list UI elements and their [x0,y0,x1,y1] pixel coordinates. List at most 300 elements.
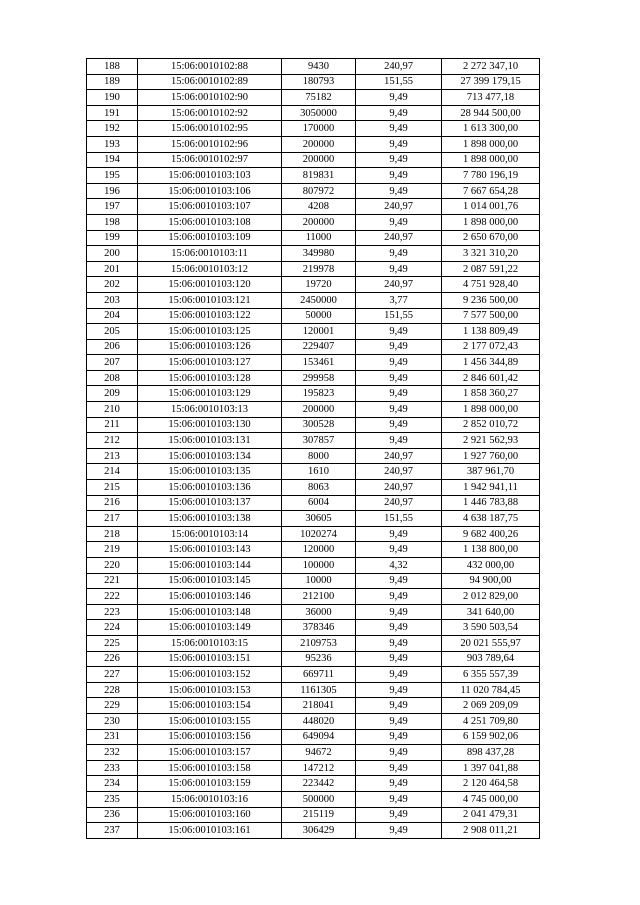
table-body [87,59,540,839]
cadastral-number-cell: 15:06:0010103:108 [138,214,282,230]
rate-cell: 9,49 [356,105,442,121]
rate-cell: 9,49 [356,183,442,199]
row-number-cell: 192 [87,121,138,137]
cadastral-number-cell: 15:06:0010103:107 [138,199,282,215]
row-number-cell: 219 [87,542,138,558]
area-cell: 200000 [282,152,356,168]
table-row [87,511,540,527]
rate-cell: 9,49 [356,698,442,714]
rate-cell: 151,55 [356,511,442,527]
cadastral-number-cell: 15:06:0010103:120 [138,277,282,293]
rate-cell: 9,49 [356,168,442,184]
cadastral-number-cell: 15:06:0010103:13 [138,402,282,418]
cadastral-number-cell: 15:06:0010102:95 [138,121,282,137]
table-row [87,292,540,308]
row-number-cell: 221 [87,573,138,589]
cadastral-number-cell: 15:06:0010103:138 [138,511,282,527]
rate-cell: 9,49 [356,433,442,449]
cadastral-number-cell: 15:06:0010103:148 [138,604,282,620]
cadastral-value-cell: 11 020 784,45 [442,682,540,698]
cadastral-number-cell: 15:06:0010102:96 [138,136,282,152]
rate-cell: 240,97 [356,230,442,246]
row-number-cell: 233 [87,760,138,776]
area-cell: 100000 [282,558,356,574]
table-row [87,448,540,464]
rate-cell: 9,49 [356,214,442,230]
cadastral-number-cell: 15:06:0010103:154 [138,698,282,714]
table-row [87,261,540,277]
table-row [87,214,540,230]
area-cell: 94672 [282,745,356,761]
cadastral-number-cell: 15:06:0010103:153 [138,682,282,698]
rate-cell: 151,55 [356,74,442,90]
row-number-cell: 234 [87,776,138,792]
rate-cell: 9,49 [356,791,442,807]
cadastral-value-cell: 341 640,00 [442,604,540,620]
cadastral-number-cell: 15:06:0010103:155 [138,713,282,729]
table-row [87,308,540,324]
rate-cell: 9,49 [356,402,442,418]
row-number-cell: 227 [87,667,138,683]
cadastral-value-cell: 1 456 344,89 [442,355,540,371]
row-number-cell: 208 [87,370,138,386]
area-cell: 807972 [282,183,356,199]
area-cell: 3050000 [282,105,356,121]
table-row [87,604,540,620]
row-number-cell: 201 [87,261,138,277]
table-row [87,277,540,293]
cadastral-number-cell: 15:06:0010103:103 [138,168,282,184]
row-number-cell: 226 [87,651,138,667]
table-row [87,417,540,433]
row-number-cell: 189 [87,74,138,90]
table-row [87,199,540,215]
rate-cell: 9,49 [356,355,442,371]
cadastral-value-cell: 432 000,00 [442,558,540,574]
rate-cell: 9,49 [356,760,442,776]
cadastral-number-cell: 15:06:0010103:152 [138,667,282,683]
area-cell: 448020 [282,713,356,729]
table-row [87,90,540,106]
row-number-cell: 218 [87,526,138,542]
rate-cell: 3,77 [356,292,442,308]
cadastral-number-cell: 15:06:0010103:121 [138,292,282,308]
area-cell: 147212 [282,760,356,776]
row-number-cell: 225 [87,635,138,651]
row-number-cell: 217 [87,511,138,527]
cadastral-value-cell: 2 272 347,10 [442,59,540,75]
cadastral-number-cell: 15:06:0010102:90 [138,90,282,106]
cadastral-value-cell: 94 900,00 [442,573,540,589]
cadastral-value-cell: 2 908 011,21 [442,823,540,839]
table-row [87,339,540,355]
cadastral-number-cell: 15:06:0010103:135 [138,464,282,480]
area-cell: 1610 [282,464,356,480]
rate-cell: 9,49 [356,261,442,277]
rate-cell: 9,49 [356,682,442,698]
cadastral-number-cell: 15:06:0010103:160 [138,807,282,823]
area-cell: 8000 [282,448,356,464]
cadastral-number-cell: 15:06:0010103:130 [138,417,282,433]
area-cell: 229407 [282,339,356,355]
cadastral-number-cell: 15:06:0010103:126 [138,339,282,355]
area-cell: 669711 [282,667,356,683]
table-row [87,59,540,75]
area-cell: 215119 [282,807,356,823]
row-number-cell: 198 [87,214,138,230]
table-row [87,480,540,496]
table-row [87,168,540,184]
area-cell: 500000 [282,791,356,807]
area-cell: 36000 [282,604,356,620]
area-cell: 19720 [282,277,356,293]
table-row [87,698,540,714]
rate-cell: 151,55 [356,308,442,324]
table-row [87,355,540,371]
table-row [87,791,540,807]
cadastral-value-cell: 28 944 500,00 [442,105,540,121]
cadastral-value-cell: 1 898 000,00 [442,152,540,168]
table-row [87,402,540,418]
table-row [87,713,540,729]
cadastral-value-cell: 6 159 902,06 [442,729,540,745]
table-row [87,183,540,199]
rate-cell: 9,49 [356,121,442,137]
rate-cell: 240,97 [356,59,442,75]
rate-cell: 240,97 [356,277,442,293]
cadastral-value-cell: 20 021 555,97 [442,635,540,651]
area-cell: 30605 [282,511,356,527]
cadastral-number-cell: 15:06:0010103:11 [138,246,282,262]
cadastral-value-cell: 1 613 300,00 [442,121,540,137]
cadastral-number-cell: 15:06:0010103:151 [138,651,282,667]
cadastral-number-cell: 15:06:0010103:125 [138,324,282,340]
cadastral-number-cell: 15:06:0010103:161 [138,823,282,839]
area-cell: 50000 [282,308,356,324]
area-cell: 349980 [282,246,356,262]
rate-cell: 9,49 [356,807,442,823]
row-number-cell: 190 [87,90,138,106]
area-cell: 4208 [282,199,356,215]
cadastral-number-cell: 15:06:0010103:128 [138,370,282,386]
area-cell: 299958 [282,370,356,386]
area-cell: 1020274 [282,526,356,542]
cadastral-number-cell: 15:06:0010103:129 [138,386,282,402]
rate-cell: 9,49 [356,776,442,792]
row-number-cell: 232 [87,745,138,761]
table-row [87,526,540,542]
row-number-cell: 194 [87,152,138,168]
cadastral-value-cell: 1 898 000,00 [442,136,540,152]
area-cell: 11000 [282,230,356,246]
row-number-cell: 212 [87,433,138,449]
row-number-cell: 216 [87,495,138,511]
table-row [87,324,540,340]
row-number-cell: 228 [87,682,138,698]
area-cell: 1161305 [282,682,356,698]
rate-cell: 240,97 [356,448,442,464]
cadastral-value-cell: 2 921 562,93 [442,433,540,449]
table-row [87,651,540,667]
row-number-cell: 236 [87,807,138,823]
cadastral-value-cell: 2 069 209,09 [442,698,540,714]
area-cell: 2450000 [282,292,356,308]
cadastral-value-cell: 7 780 196,19 [442,168,540,184]
cadastral-value-cell: 7 667 654,28 [442,183,540,199]
cadastral-number-cell: 15:06:0010103:15 [138,635,282,651]
table-row [87,745,540,761]
cadastral-number-cell: 15:06:0010102:88 [138,59,282,75]
rate-cell: 9,49 [356,152,442,168]
rate-cell: 9,49 [356,370,442,386]
table-row [87,729,540,745]
area-cell: 120001 [282,324,356,340]
area-cell: 200000 [282,214,356,230]
cadastral-number-cell: 15:06:0010103:127 [138,355,282,371]
table-row [87,776,540,792]
cadastral-value-cell: 2 041 479,31 [442,807,540,823]
area-cell: 180793 [282,74,356,90]
row-number-cell: 224 [87,620,138,636]
row-number-cell: 235 [87,791,138,807]
area-cell: 300528 [282,417,356,433]
rate-cell: 9,49 [356,713,442,729]
table-row [87,230,540,246]
row-number-cell: 231 [87,729,138,745]
cadastral-number-cell: 15:06:0010103:137 [138,495,282,511]
area-cell: 212100 [282,589,356,605]
table-row [87,74,540,90]
cadastral-number-cell: 15:06:0010103:136 [138,480,282,496]
area-cell: 223442 [282,776,356,792]
cadastral-number-cell: 15:06:0010103:134 [138,448,282,464]
row-number-cell: 211 [87,417,138,433]
row-number-cell: 215 [87,480,138,496]
cadastral-number-cell: 15:06:0010103:144 [138,558,282,574]
cadastral-value-cell: 4 751 928,40 [442,277,540,293]
table-row [87,807,540,823]
area-cell: 8063 [282,480,356,496]
table-row [87,558,540,574]
row-number-cell: 191 [87,105,138,121]
area-cell: 649094 [282,729,356,745]
rate-cell: 9,49 [356,823,442,839]
cadastral-value-cell: 713 477,18 [442,90,540,106]
cadastral-value-cell: 1 138 809,49 [442,324,540,340]
cadastral-value-cell: 2 650 670,00 [442,230,540,246]
cadastral-number-cell: 15:06:0010103:106 [138,183,282,199]
row-number-cell: 204 [87,308,138,324]
area-cell: 219978 [282,261,356,277]
area-cell: 819831 [282,168,356,184]
rate-cell: 9,49 [356,324,442,340]
rate-cell: 9,49 [356,339,442,355]
table-row [87,682,540,698]
cadastral-value-cell: 903 789,64 [442,651,540,667]
area-cell: 2109753 [282,635,356,651]
row-number-cell: 214 [87,464,138,480]
area-cell: 200000 [282,136,356,152]
area-cell: 153461 [282,355,356,371]
row-number-cell: 197 [87,199,138,215]
rate-cell: 9,49 [356,542,442,558]
area-cell: 9430 [282,59,356,75]
cadastral-value-cell: 9 682 400,26 [442,526,540,542]
rate-cell: 240,97 [356,495,442,511]
cadastral-value-cell: 1 397 041,88 [442,760,540,776]
rate-cell: 4,32 [356,558,442,574]
cadastral-number-cell: 15:06:0010103:143 [138,542,282,558]
table-row [87,667,540,683]
table-row [87,635,540,651]
area-cell: 195823 [282,386,356,402]
cadastral-value-cell: 387 961,70 [442,464,540,480]
row-number-cell: 220 [87,558,138,574]
cadastral-number-cell: 15:06:0010103:159 [138,776,282,792]
cadastral-value-cell: 1 446 783,88 [442,495,540,511]
rate-cell: 9,49 [356,635,442,651]
row-number-cell: 195 [87,168,138,184]
rate-cell: 9,49 [356,136,442,152]
row-number-cell: 203 [87,292,138,308]
row-number-cell: 200 [87,246,138,262]
cadastral-number-cell: 15:06:0010102:89 [138,74,282,90]
row-number-cell: 193 [87,136,138,152]
cadastral-number-cell: 15:06:0010103:131 [138,433,282,449]
cadastral-number-cell: 15:06:0010103:14 [138,526,282,542]
row-number-cell: 207 [87,355,138,371]
table-row [87,246,540,262]
rate-cell: 9,49 [356,573,442,589]
rate-cell: 9,49 [356,604,442,620]
cadastral-value-cell: 1 014 001,76 [442,199,540,215]
cadastral-value-cell: 3 321 310,20 [442,246,540,262]
table-row [87,542,540,558]
cadastral-number-cell: 15:06:0010103:158 [138,760,282,776]
table-row [87,464,540,480]
table-row [87,370,540,386]
cadastral-value-cell: 2 852 010,72 [442,417,540,433]
area-cell: 75182 [282,90,356,106]
cadastral-value-cell: 1 858 360,27 [442,386,540,402]
cadastral-number-cell: 15:06:0010103:157 [138,745,282,761]
table-row [87,823,540,839]
cadastral-value-cell: 1 942 941,11 [442,480,540,496]
table-row [87,386,540,402]
rate-cell: 9,49 [356,620,442,636]
rate-cell: 240,97 [356,480,442,496]
row-number-cell: 222 [87,589,138,605]
table-row [87,105,540,121]
cadastral-value-cell: 898 437,28 [442,745,540,761]
cadastral-number-cell: 15:06:0010103:109 [138,230,282,246]
cadastral-value-cell: 7 577 500,00 [442,308,540,324]
table-row [87,573,540,589]
row-number-cell: 199 [87,230,138,246]
cadastral-number-cell: 15:06:0010103:149 [138,620,282,636]
cadastral-value-cell: 4 251 709,80 [442,713,540,729]
cadastral-value-cell: 2 087 591,22 [442,261,540,277]
cadastral-number-cell: 15:06:0010102:97 [138,152,282,168]
row-number-cell: 188 [87,59,138,75]
rate-cell: 9,49 [356,417,442,433]
area-cell: 6004 [282,495,356,511]
area-cell: 170000 [282,121,356,137]
row-number-cell: 229 [87,698,138,714]
rate-cell: 9,49 [356,386,442,402]
cadastral-value-cell: 3 590 503,54 [442,620,540,636]
row-number-cell: 209 [87,386,138,402]
cadastral-value-cell: 2 177 072,43 [442,339,540,355]
area-cell: 306429 [282,823,356,839]
row-number-cell: 237 [87,823,138,839]
rate-cell: 9,49 [356,729,442,745]
cadastral-value-cell: 4 638 187,75 [442,511,540,527]
cadastral-number-cell: 15:06:0010103:156 [138,729,282,745]
table-row [87,121,540,137]
table-row [87,589,540,605]
row-number-cell: 223 [87,604,138,620]
cadastral-number-cell: 15:06:0010102:92 [138,105,282,121]
row-number-cell: 202 [87,277,138,293]
cadastral-value-cell: 2 012 829,00 [442,589,540,605]
table-row [87,495,540,511]
row-number-cell: 205 [87,324,138,340]
rate-cell: 9,49 [356,589,442,605]
cadastral-value-cell: 9 236 500,00 [442,292,540,308]
row-number-cell: 213 [87,448,138,464]
rate-cell: 9,49 [356,745,442,761]
cadastral-value-cell: 1 138 800,00 [442,542,540,558]
area-cell: 218041 [282,698,356,714]
cadastral-number-cell: 15:06:0010103:16 [138,791,282,807]
rate-cell: 9,49 [356,526,442,542]
cadastral-value-cell: 27 399 179,15 [442,74,540,90]
cadastral-value-cell: 2 120 464,58 [442,776,540,792]
rate-cell: 9,49 [356,651,442,667]
table-row [87,760,540,776]
area-cell: 200000 [282,402,356,418]
cadastral-value-cell: 1 927 760,00 [442,448,540,464]
cadastral-value-cell: 4 745 000,00 [442,791,540,807]
cadastral-number-cell: 15:06:0010103:145 [138,573,282,589]
cadastral-value-table [86,58,540,839]
area-cell: 10000 [282,573,356,589]
rate-cell: 9,49 [356,667,442,683]
table-row [87,433,540,449]
table-row [87,136,540,152]
rate-cell: 9,49 [356,90,442,106]
row-number-cell: 206 [87,339,138,355]
table-row [87,152,540,168]
rate-cell: 240,97 [356,199,442,215]
cadastral-value-cell: 2 846 601,42 [442,370,540,386]
area-cell: 95236 [282,651,356,667]
cadastral-value-cell: 1 898 000,00 [442,214,540,230]
rate-cell: 9,49 [356,246,442,262]
rate-cell: 240,97 [356,464,442,480]
cadastral-number-cell: 15:06:0010103:12 [138,261,282,277]
cadastral-number-cell: 15:06:0010103:122 [138,308,282,324]
area-cell: 378346 [282,620,356,636]
cadastral-value-cell: 1 898 000,00 [442,402,540,418]
area-cell: 120000 [282,542,356,558]
cadastral-number-cell: 15:06:0010103:146 [138,589,282,605]
area-cell: 307857 [282,433,356,449]
row-number-cell: 230 [87,713,138,729]
cadastral-value-cell: 6 355 557,39 [442,667,540,683]
table-row [87,620,540,636]
